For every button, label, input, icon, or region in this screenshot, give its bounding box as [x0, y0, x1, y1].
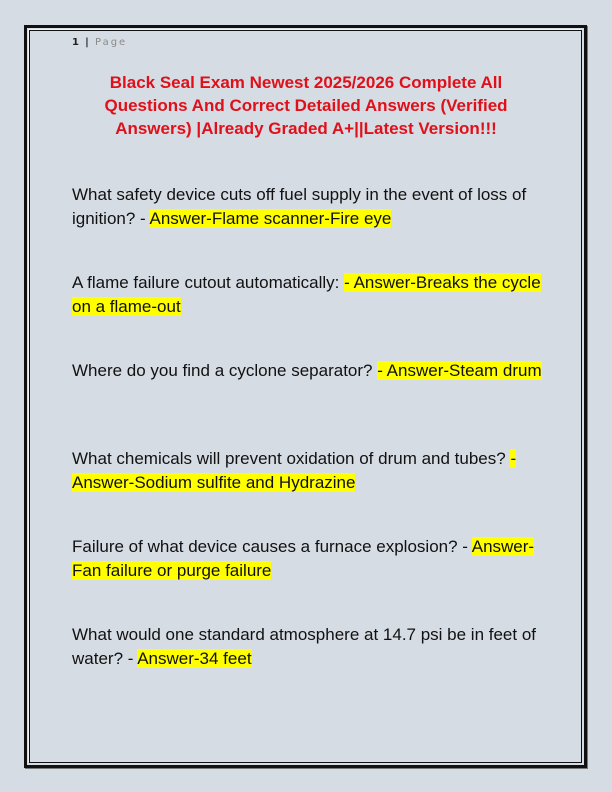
page-number-header — [72, 37, 127, 48]
answer-text: Answer-Flame scanner-Fire eye — [149, 209, 392, 228]
answer-text: - Answer-Breaks the cycle on a flame-out — [72, 273, 541, 316]
document-title: Black Seal Exam Newest 2025/2026 Complete All Questions And Correct Detailed Answers (Verified Answers) |Already Graded A+||Latest Version!!! — [104, 73, 508, 138]
qa-item-2 — [72, 271, 542, 319]
page-word: Page — [95, 37, 128, 48]
qa-item-1 — [72, 183, 542, 231]
qa-item-5 — [72, 535, 542, 583]
question-text: What safety device cuts off fuel supply in the event of loss of ignition? - — [72, 185, 527, 228]
answer-text: Answer-34 feet — [137, 649, 252, 668]
question-text: What chemicals will prevent oxidation of drum and tubes? — [72, 449, 511, 468]
answer-text: - Answer-Steam drum — [377, 361, 542, 380]
answer-text: Answer-Fan failure or purge failure — [72, 537, 535, 580]
page-number-separator: | — [85, 37, 90, 48]
question-text: A flame failure cutout automatically: — [72, 273, 345, 292]
question-text: Where do you find a cyclone separator? — [72, 361, 378, 380]
page-number: 1 — [72, 37, 80, 48]
question-text: Failure of what device causes a furnace explosion? - — [72, 537, 472, 556]
answer-text: - Answer-Sodium sulfite and Hydrazine — [72, 449, 517, 492]
question-text: What would one standard atmosphere at 14.7 psi be in feet of water? - — [72, 625, 537, 668]
qa-item-4 — [72, 447, 542, 495]
qa-item-3 — [72, 359, 542, 383]
qa-item-6 — [72, 623, 542, 671]
